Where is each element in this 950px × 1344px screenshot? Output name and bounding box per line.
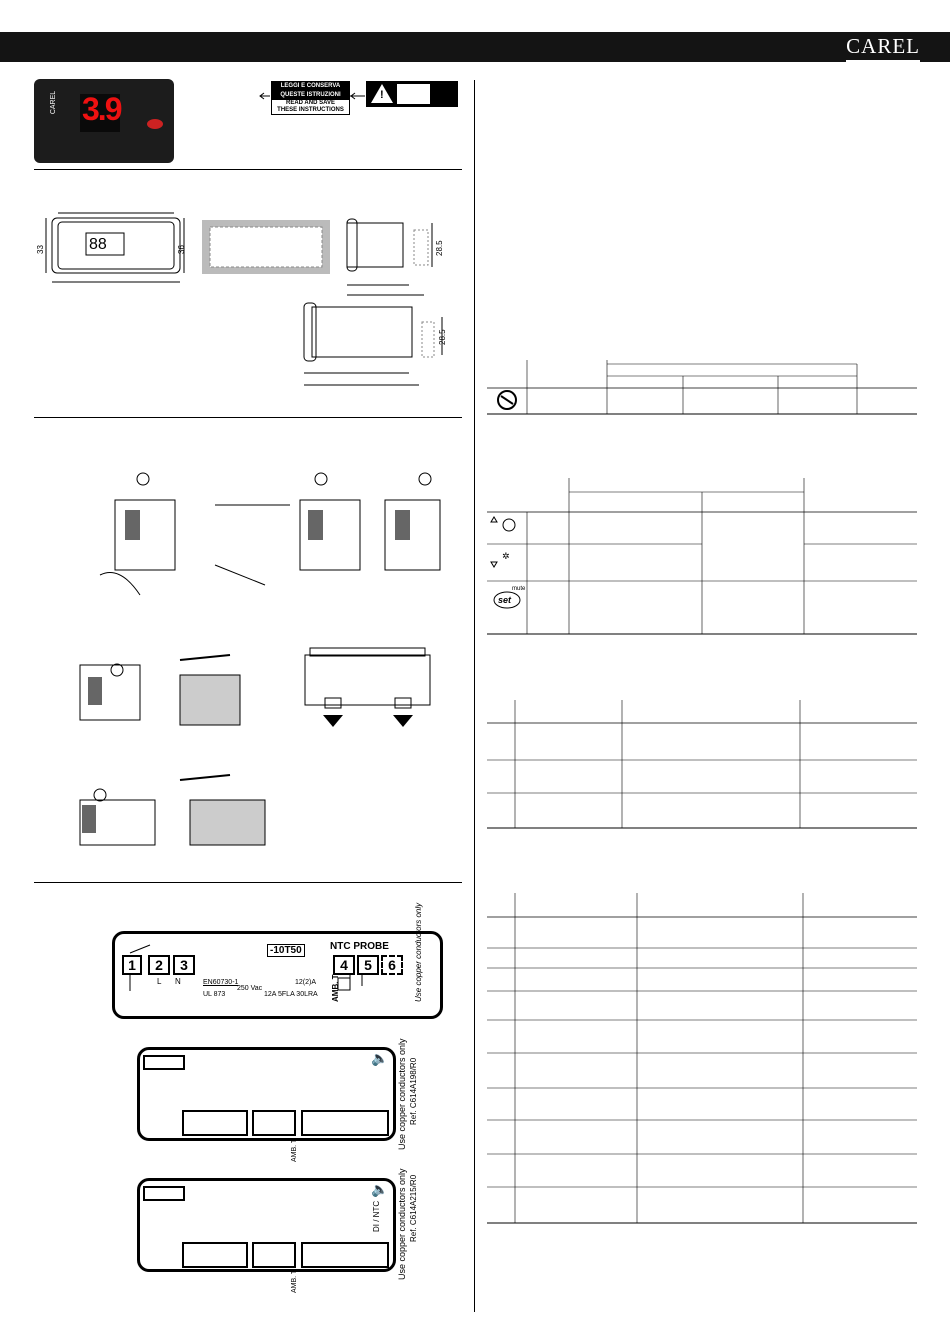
panel-3-amb: AMB. T (291, 1269, 298, 1293)
column-divider (474, 80, 475, 1312)
table-4 (487, 893, 919, 1225)
speaker-icon: 🔈 (371, 1050, 389, 1066)
panel-2-terminals-c (301, 1110, 389, 1136)
table-3 (487, 700, 919, 830)
installation-illustration (40, 465, 460, 865)
terminal-3: 3 (173, 955, 195, 975)
rating-2: 12A 5FLA 30LRA (264, 991, 318, 998)
panel-3-terminals-c (301, 1242, 389, 1268)
panel-3-di: DI / NTC (372, 1200, 381, 1232)
brand-logo: CAREL (846, 34, 920, 59)
terminal-2: 2 (148, 955, 170, 975)
instructions-label: LEGGI E CONSERVA QUESTE ISTRUZIONI READ AND SAVE THESE INSTRUCTIONS (271, 81, 350, 115)
svg-text:88: 88 (89, 236, 107, 253)
panel-3-terminals-b (252, 1242, 296, 1268)
section-rule (34, 882, 462, 883)
terminal-label-l: L (157, 977, 162, 986)
warning-icon: ! (366, 81, 458, 107)
device-photo: 3.9 CAREL (34, 79, 174, 163)
table-2 (487, 478, 919, 638)
set-icon: set (498, 595, 512, 605)
dim-height-a: 33 (36, 245, 45, 254)
svg-text:✲: ✲ (502, 552, 510, 562)
header-bar (0, 32, 950, 62)
panel-3-ref: Ref. C614A215/R0 (409, 1174, 418, 1242)
panel-2-terminals-b (252, 1110, 296, 1136)
panel-3-terminals-a (182, 1242, 248, 1268)
arrow-icons (260, 90, 370, 110)
panel-3-note: Use copper conductors only (397, 1168, 407, 1280)
terminal-4: 4 (333, 955, 355, 975)
voltage: 250 Vac (237, 985, 263, 992)
panel-3-label-box (143, 1186, 185, 1201)
mute-icon: mute (512, 586, 526, 592)
standard-2: UL 873 (203, 991, 226, 998)
panel-2-amb: AMB. T (291, 1138, 298, 1162)
panel-2-terminals-a (182, 1110, 248, 1136)
probe-label: NTC PROBE (330, 941, 389, 952)
panel-2-label-box (143, 1055, 185, 1070)
terminal-5: 5 (357, 955, 379, 975)
section-rule (34, 169, 462, 170)
rating-1: 12(2)A (295, 979, 317, 986)
dim-height-b: 36 (177, 245, 186, 254)
terminal-1: 1 (122, 955, 142, 975)
dim-depth-a: 28.5 (435, 240, 444, 256)
model-label: -10T50 (267, 944, 305, 957)
dim-depth-b: 28.5 (438, 329, 447, 345)
terminal-label-n: N (175, 977, 181, 986)
wiring-lines (112, 931, 442, 1021)
dimension-drawing (34, 205, 454, 395)
copper-note: Use copper conductors only (414, 902, 423, 1002)
panel-2-ref: Ref. C614A198/R0 (409, 1057, 418, 1125)
terminal-6: 6 (381, 955, 403, 975)
standard-1: EN60730-1 (203, 979, 239, 986)
table-1 (487, 360, 919, 420)
amb-label: AMB. T (331, 974, 340, 1002)
section-rule (34, 417, 462, 418)
speaker-icon: 🔈 (371, 1181, 389, 1197)
panel-2-note: Use copper conductors only (397, 1038, 407, 1150)
